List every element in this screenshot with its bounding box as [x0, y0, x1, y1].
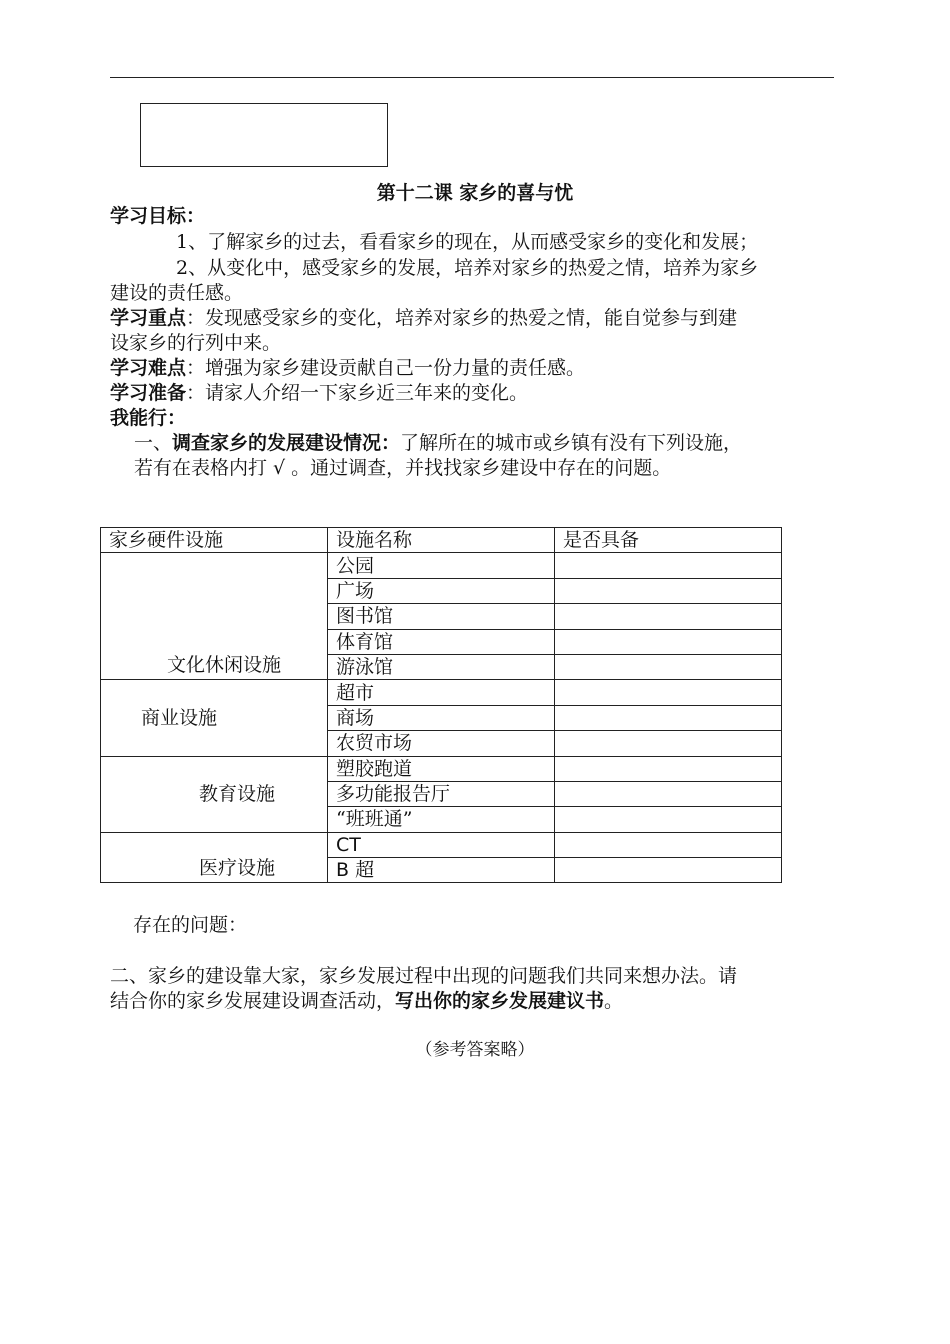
availability-cell[interactable]	[555, 553, 782, 578]
task2-line1: 二、家乡的建设靠大家，家乡发展过程中出现的问题我们共同来想办法。请	[110, 965, 738, 987]
category-cell: 教育设施	[101, 756, 328, 832]
task2-bold: 写出你的家乡发展建议书	[395, 990, 605, 1012]
availability-cell[interactable]	[555, 578, 782, 603]
facility-name: 商场	[328, 705, 555, 730]
header-cell: 家乡硬件设施	[101, 528, 328, 553]
category-cell: 文化休闲设施	[101, 553, 328, 680]
objective-2-line1: 2、从变化中，感受家乡的发展，培养对家乡的热爱之情，培养为家乡	[176, 257, 759, 279]
table-row	[101, 553, 782, 578]
facility-name: 广场	[328, 578, 555, 603]
key-points-label: 学习重点	[110, 307, 187, 329]
facility-name: B 超	[328, 858, 555, 883]
facility-name: 超市	[328, 680, 555, 705]
objectives-label: 学习目标：	[110, 205, 206, 227]
facility-name: 游泳馆	[328, 654, 555, 679]
availability-cell[interactable]	[555, 604, 782, 629]
task1-text: 了解所在的城市或乡镇有没有下列设施，	[400, 432, 743, 454]
preparation-text: ：请家人介绍一下家乡近三年来的变化。	[186, 382, 529, 404]
table-row	[101, 756, 782, 781]
task1-line1	[134, 430, 742, 456]
task1-line2: 若有在表格内打 √ 。通过调查，并找找家乡建设中存在的问题。	[134, 457, 672, 479]
key-points-line2: 设家乡的行列中来。	[110, 332, 282, 354]
header-rule	[110, 77, 834, 78]
difficulty-label: 学习难点	[110, 357, 187, 379]
task2-line2	[110, 988, 623, 1014]
availability-cell[interactable]	[555, 832, 782, 857]
task1-prefix: 一、	[134, 432, 173, 454]
preparation	[110, 380, 528, 406]
preparation-label: 学习准备	[110, 382, 187, 404]
key-points-text: ：发现感受家乡的变化，培养对家乡的热爱之情，能自觉参与到建	[186, 307, 738, 329]
availability-cell[interactable]	[555, 680, 782, 705]
table-row	[101, 680, 782, 705]
facility-name: CT	[328, 832, 555, 857]
answer-note: （参考答案略）	[415, 1040, 535, 1060]
table-row	[101, 832, 782, 857]
objective-2-line2: 建设的责任感。	[110, 282, 244, 304]
objective-1: 1、了解家乡的过去，看看家乡的现在，从而感受家乡的变化和发展；	[176, 231, 759, 253]
task2-end: 。	[604, 990, 624, 1012]
key-points	[110, 305, 737, 331]
availability-cell[interactable]	[555, 756, 782, 781]
task2-plain: 结合你的家乡发展建设调查活动，	[110, 990, 396, 1012]
facility-name: 多功能报告厅	[328, 781, 555, 806]
availability-cell[interactable]	[555, 858, 782, 883]
header-cell: 是否具备	[555, 528, 782, 553]
facility-name: 公园	[328, 553, 555, 578]
availability-cell[interactable]	[555, 705, 782, 730]
difficulty-text: ：增强为家乡建设贡献自己一份力量的责任感。	[186, 357, 586, 379]
availability-cell[interactable]	[555, 654, 782, 679]
header-cell: 设施名称	[328, 528, 555, 553]
can-do-label: 我能行：	[110, 407, 187, 429]
facility-name: 体育馆	[328, 629, 555, 654]
availability-cell[interactable]	[555, 807, 782, 832]
category-cell: 商业设施	[101, 680, 328, 756]
lesson-title: 第十二课 家乡的喜与忧	[376, 182, 574, 204]
facilities-table	[100, 527, 782, 883]
category-cell: 医疗设施	[101, 832, 328, 883]
availability-cell[interactable]	[555, 781, 782, 806]
task1-bold: 调查家乡的发展建设情况：	[172, 432, 401, 454]
facility-name: “班班通”	[328, 807, 555, 832]
facility-name: 农贸市场	[328, 731, 555, 756]
availability-cell[interactable]	[555, 629, 782, 654]
availability-cell[interactable]	[555, 731, 782, 756]
difficulty	[110, 355, 585, 381]
facility-name: 塑胶跑道	[328, 756, 555, 781]
table-header-row	[101, 528, 782, 553]
problems-label: 存在的问题：	[133, 914, 248, 936]
facility-name: 图书馆	[328, 604, 555, 629]
name-box	[140, 103, 388, 167]
